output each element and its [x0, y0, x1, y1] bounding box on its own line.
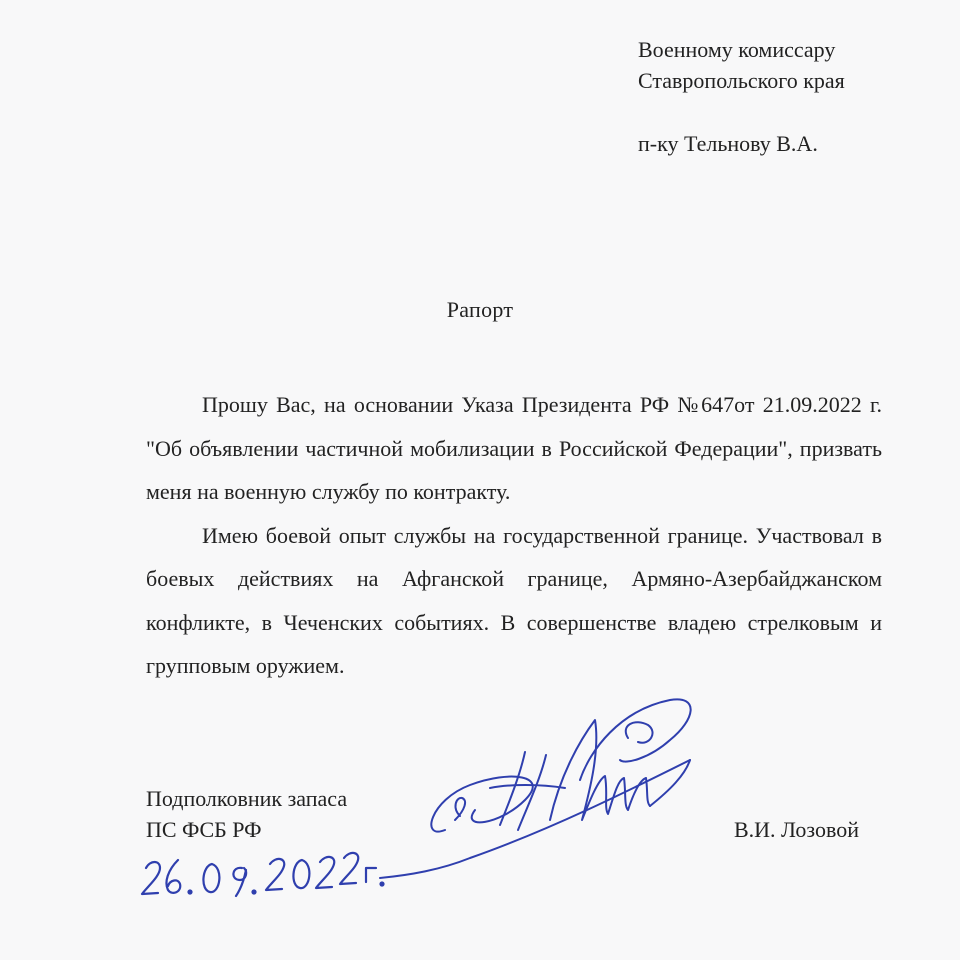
- addressee-line-1: Военному комиссару: [638, 37, 836, 62]
- handwritten-signature: [350, 680, 720, 880]
- rank-line-2: ПС ФСБ РФ: [146, 817, 262, 842]
- signer-name: В.И. Лозовой: [734, 817, 860, 842]
- handwritten-date: [130, 838, 390, 908]
- document-body: [146, 383, 882, 688]
- body-paragraph-1: Прошу Вас, на основании Указа Президента РФ №647от 21.09.2022 г. "Об объявлении частичной мобилизации в Российской Федерации", призвать меня на военную службу по контракту.: [146, 392, 882, 504]
- rank-block: [146, 783, 347, 845]
- addressee-line-3: п-ку Тельнову В.А.: [638, 131, 818, 156]
- addressee-block: [638, 34, 845, 159]
- addressee-gap: [638, 96, 845, 128]
- body-paragraph-2: Имею боевой опыт службы на государственной границе. Участвовал в боевых действиях на Афганской границе, Армяно-Азербайджанском конфликте, в Чеченских событиях. В совершенстве владею стрелковым и групповым оружием.: [146, 522, 882, 678]
- document-title: Рапорт: [446, 297, 514, 322]
- rank-line-1: Подполковник запаса: [146, 786, 348, 811]
- addressee-line-2: Ставропольского края: [638, 68, 845, 93]
